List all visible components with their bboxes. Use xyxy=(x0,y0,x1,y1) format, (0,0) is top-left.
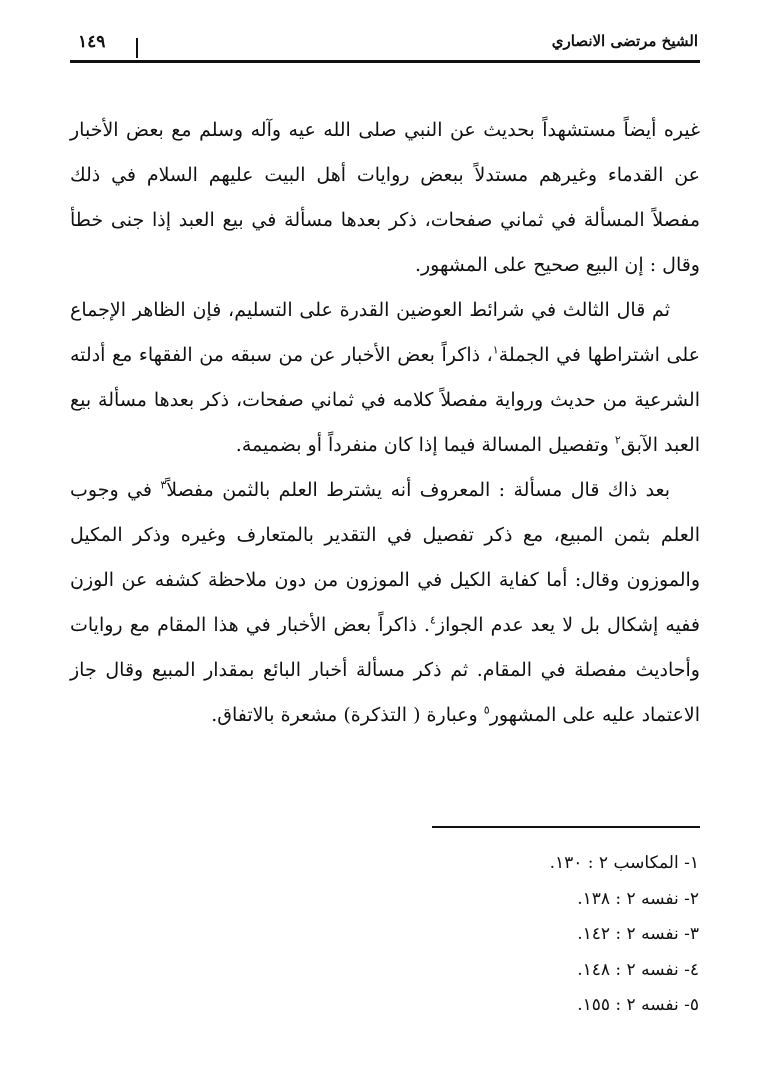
paragraph-text: بعد ذاك قال مسألة : المعروف أنه يشترط العلم بالثمن مفصلاً xyxy=(166,479,670,501)
footnote-item: ٣- نفسه ٢ : ١٤٢. xyxy=(577,924,699,944)
page-number: ١٤٩ xyxy=(78,32,106,52)
header-rule xyxy=(70,60,700,63)
footnote-separator xyxy=(432,826,700,828)
paragraph-1 xyxy=(70,108,700,288)
body-text xyxy=(70,108,700,738)
paragraph-3 xyxy=(70,468,700,738)
header-title: الشيخ مرتضى الانصاري xyxy=(551,32,698,50)
paragraph-text: ، ذاكراً بعض الأخبار عن من سبقه من الفقهاء مع أدلته الشرعية من حديث ورواية مفصلاً كلامه في ثماني صفحات، ذكر بعدها مسألة بيع العبد الآبق xyxy=(70,344,700,456)
paragraph-text: وعبارة ( التذكرة) مشعرة بالاتفاق. xyxy=(211,704,484,726)
paragraph-text: . ذاكراً بعض الأخبار في هذا المقام مع روايات وأحاديث مفصلة في المقام. ثم ذكر مسألة أخبار البائع بمقدار المبيع وقال جاز الاعتماد عليه على المشهور xyxy=(70,614,700,726)
paragraph-text: غيره أيضاً مستشهداً بحديث عن النبي صلى الله عيه وآله وسلم مع بعض الأخبار عن القدماء وغيرهم مستدلاً ببعض روايات أهل البيت عليهم السلام في ذلك مفصلاً المسألة في ثماني صفحات، ذكر بعدها مسألة في بيع العبد إذا جنى خطأ وقال : إن البيع صحيح على المشهور. xyxy=(70,119,700,276)
footnote-item: ٤- نفسه ٢ : ١٤٨. xyxy=(577,959,699,980)
footnote-ref: ٣ xyxy=(160,478,167,492)
paragraph-text: في وجوب العلم بثمن المبيع، مع ذكر تفصيل في التقدير بالمتعارف وغيره وذكر المكيل والموزون وقال: أما كفاية الكيل في الموزون من دون ملاحظة كشفه عن الوزن ففيه إشكال بل لا يعد عدم الجواز xyxy=(70,479,700,636)
footnotes xyxy=(399,846,699,1024)
paragraph-text: ثم قال الثالث في شرائط العوضين القدرة على التسليم، فإن الظاهر الإجماع على اشتراطها في الجملة xyxy=(70,299,700,366)
footnote-item: ٥- نفسه ٢ : ١٥٥. xyxy=(577,995,699,1015)
footnote-item: ٢- نفسه ٢ : ١٣٨. xyxy=(577,888,699,909)
header-divider-tick xyxy=(136,38,138,58)
footnote-ref: ١ xyxy=(492,343,499,357)
footnote-ref: ٥ xyxy=(483,703,490,717)
footnote-item: ١- المكاسب ٢ : ١٣٠. xyxy=(549,853,699,873)
paragraph-2 xyxy=(70,288,700,468)
paragraph-text: وتفصيل المسالة فيما إذا كان منفرداً أو بضميمة. xyxy=(235,434,615,456)
running-header xyxy=(70,28,700,64)
footnote-ref: ٢ xyxy=(614,433,621,447)
footnote-ref: ٤ xyxy=(429,613,436,627)
